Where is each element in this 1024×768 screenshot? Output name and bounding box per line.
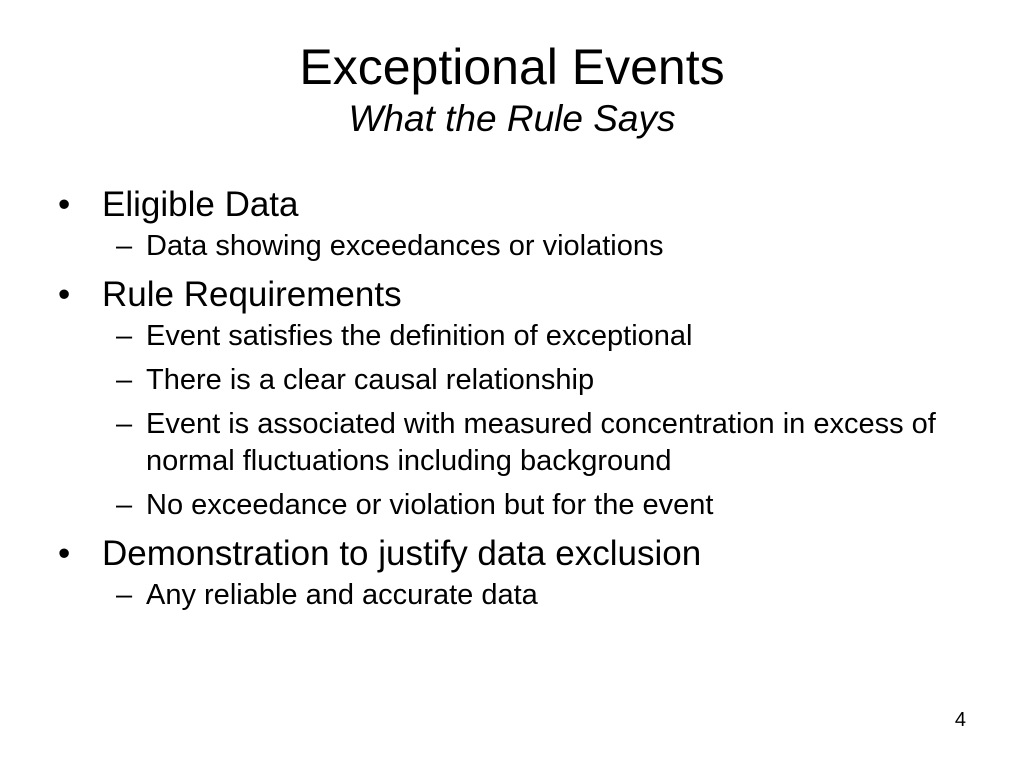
sub-item	[58, 406, 958, 480]
sub-list	[58, 318, 958, 524]
sub-item	[58, 228, 958, 265]
bullet-text: Demonstration to justify data exclusion	[102, 534, 702, 573]
sub-item-text: No exceedance or violation but for the event	[146, 489, 714, 521]
sub-item-text: There is a clear causal relationship	[146, 364, 595, 396]
sub-item	[58, 318, 958, 355]
sub-list	[58, 228, 958, 265]
bullet-item-demonstration	[58, 531, 958, 577]
title-block	[0, 38, 1024, 140]
slide-subtitle: What the Rule Says	[348, 98, 676, 139]
dash-icon: –	[116, 364, 133, 396]
sub-item	[58, 487, 958, 524]
page-number: 4	[954, 709, 966, 731]
sub-list-container	[58, 228, 958, 265]
bullet-icon: •	[58, 534, 71, 573]
sub-list	[58, 577, 958, 614]
bullet-list	[58, 182, 958, 621]
bullet-icon: •	[58, 185, 71, 224]
sub-list-container	[58, 318, 958, 524]
sub-item	[58, 577, 958, 614]
bullet-item-eligible-data	[58, 182, 958, 228]
dash-icon: –	[116, 230, 133, 262]
dash-icon: –	[116, 408, 133, 440]
dash-icon: –	[116, 320, 133, 352]
sub-item-text: Any reliable and accurate data	[146, 579, 538, 611]
dash-icon: –	[116, 579, 133, 611]
bullet-text: Rule Requirements	[102, 275, 402, 314]
dash-icon: –	[116, 489, 133, 521]
sub-item-text: Event satisfies the definition of exceptional	[146, 320, 693, 352]
bullet-text: Eligible Data	[102, 185, 299, 224]
bullet-item-rule-requirements	[58, 272, 958, 318]
slide-title: Exceptional Events	[299, 39, 725, 95]
sub-item-text: Event is associated with measured concentration in excess of normal fluctuations including background	[146, 408, 936, 477]
bullet-icon: •	[58, 275, 71, 314]
sub-list-container	[58, 577, 958, 614]
sub-item	[58, 362, 958, 399]
sub-item-text: Data showing exceedances or violations	[146, 230, 664, 262]
